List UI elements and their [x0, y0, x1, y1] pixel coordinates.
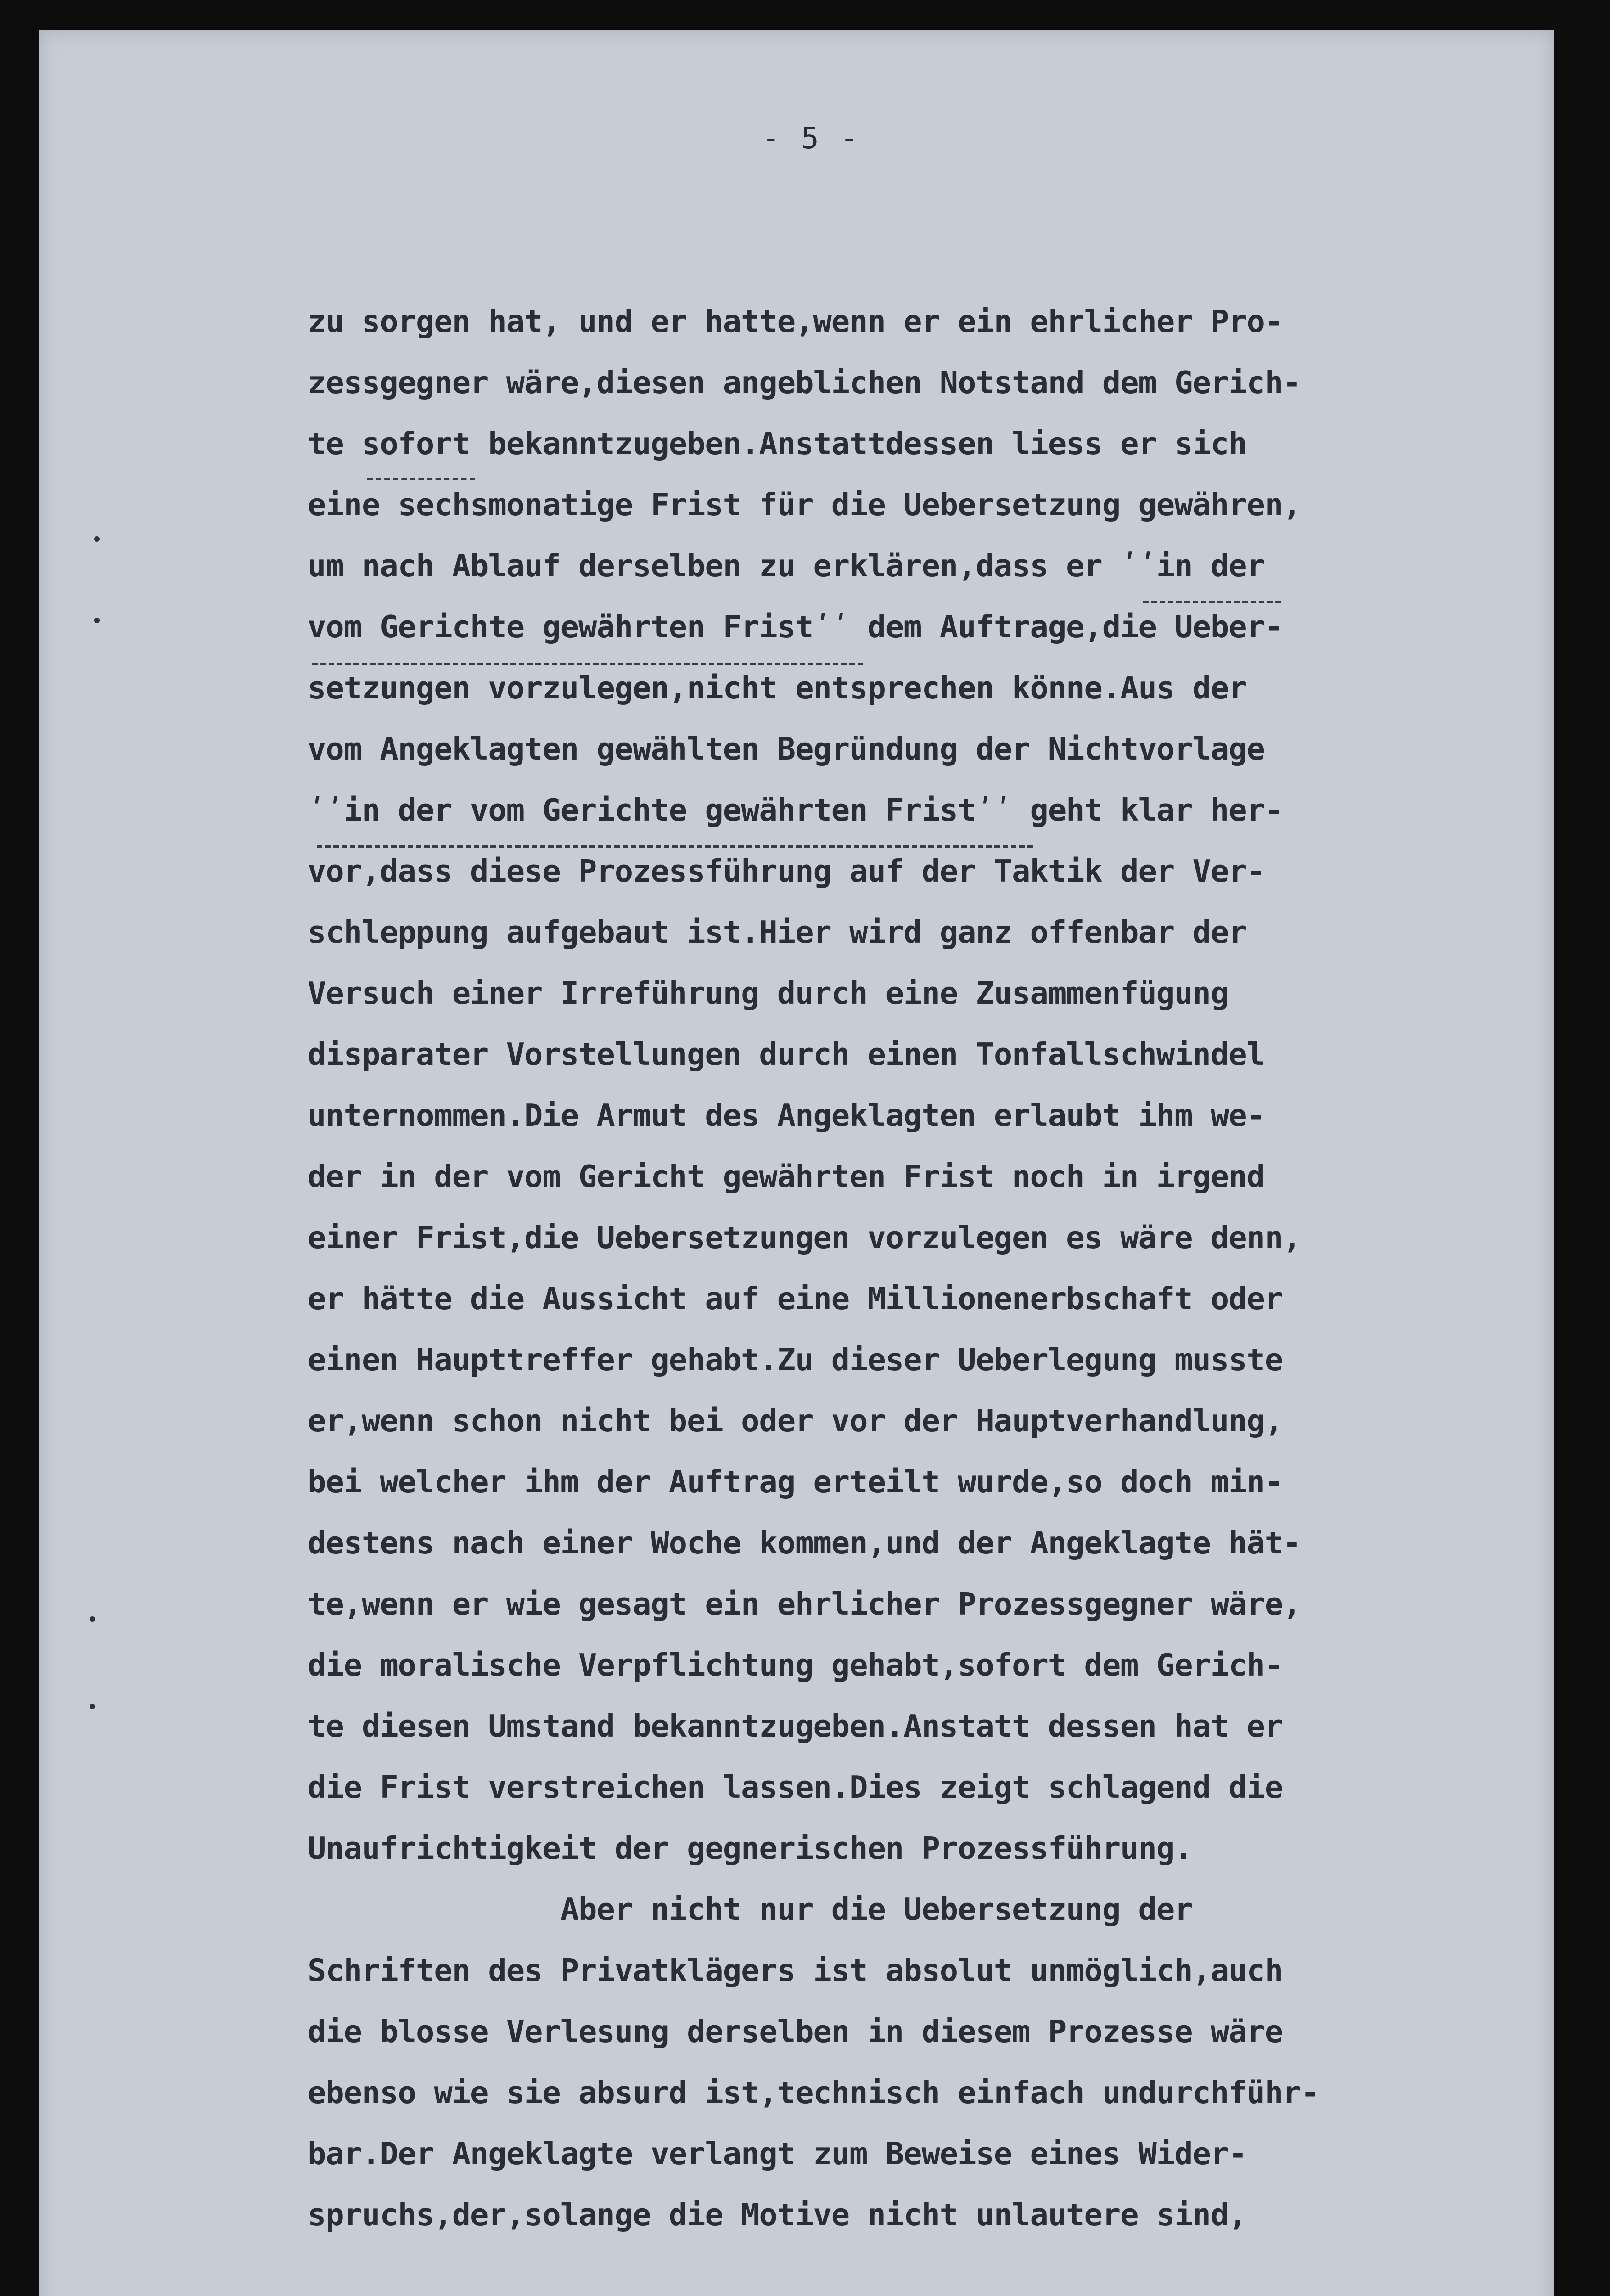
text-line: Schriften des Privatklägers ist absolut unmöglich,auch [308, 1953, 1283, 1988]
text-line: zessgegner wäre,diesen angeblichen Notstand dem Gerich- [308, 365, 1301, 400]
margin-dot [94, 536, 100, 542]
text-line: um nach Ablauf derselben zu erklären,dass er ʹʹin der [308, 548, 1265, 584]
text-line: die blosse Verlesung derselben in diesem Prozesse wäre [308, 2014, 1283, 2049]
text-line: ebenso wie sie absurd ist,technisch einfach undurchführ- [308, 2075, 1319, 2110]
text-line: te sofort bekanntzugeben.Anstattdessen liess er sich [308, 426, 1247, 461]
text-line: ʹʹin der vom Gerichte gewährten Fristʹʹ geht klar her- [308, 792, 1283, 828]
text-line: er hätte die Aussicht auf eine Millionenerbschaft oder [308, 1281, 1283, 1317]
text-line: destens nach einer Woche kommen,und der Angeklagte hät- [308, 1525, 1301, 1561]
text-line: disparater Vorstellungen durch einen Tonfallschwindel [308, 1036, 1265, 1072]
text-line: er,wenn schon nicht bei oder vor der Hauptverhandlung, [308, 1403, 1283, 1439]
text-line: Versuch einer Irreführung durch eine Zusammenfügung [308, 975, 1229, 1011]
page-number: - 5 - [762, 122, 860, 156]
text-line: der in der vom Gericht gewährten Frist noch in irgend [308, 1159, 1265, 1194]
text-line: Aber nicht nur die Uebersetzung der [308, 1891, 1193, 1927]
underline-sofort [367, 478, 475, 480]
text-line: spruchs,der,solange die Motive nicht unlautere sind, [308, 2197, 1247, 2233]
text-line: vor,dass diese Prozessführung auf der Taktik der Ver- [308, 853, 1265, 889]
text-line: zu sorgen hat, und er hatte,wenn er ein ehrlicher Pro- [308, 304, 1283, 339]
text-line: bar.Der Angeklagte verlangt zum Beweise eines Wider- [308, 2136, 1247, 2172]
body-text [308, 303, 1345, 2257]
text-line: eine sechsmonatige Frist für die Uebersetzung gewähren, [308, 487, 1301, 523]
text-line: unternommen.Die Armut des Angeklagten erlaubt ihm we- [308, 1097, 1265, 1133]
text-line: einer Frist,die Uebersetzungen vorzulegen es wäre denn, [308, 1220, 1301, 1255]
text-line: te,wenn er wie gesagt ein ehrlicher Prozessgegner wäre, [308, 1586, 1301, 1622]
text-line: die moralische Verpflichtung gehabt,sofort dem Gerich- [308, 1647, 1283, 1683]
underline-in-der [1143, 601, 1281, 603]
margin-dot [90, 1704, 95, 1709]
underline-frist-2 [317, 845, 1033, 848]
margin-dot [94, 618, 100, 623]
text-line: die Frist verstreichen lassen.Dies zeigt schlagend die [308, 1769, 1283, 1805]
text-line: schleppung aufgebaut ist.Hier wird ganz offenbar der [308, 914, 1247, 950]
margin-dot [90, 1616, 95, 1622]
text-line: Unaufrichtigkeit der gegnerischen Prozessführung. [308, 1830, 1193, 1866]
text-line: bei welcher ihm der Auftrag erteilt wurde,so doch min- [308, 1464, 1283, 1500]
text-line: einen Haupttreffer gehabt.Zu dieser Ueberlegung musste [308, 1342, 1283, 1378]
text-line: vom Gerichte gewährten Fristʹʹ dem Auftrage,die Ueber- [308, 609, 1283, 645]
text-line: setzungen vorzulegen,nicht entsprechen könne.Aus der [308, 670, 1247, 706]
text-line: te diesen Umstand bekanntzugeben.Anstatt dessen hat er [308, 1708, 1283, 1744]
underline-frist-1 [312, 663, 863, 665]
text-line: vom Angeklagten gewählten Begründung der Nichtvorlage [308, 731, 1265, 767]
